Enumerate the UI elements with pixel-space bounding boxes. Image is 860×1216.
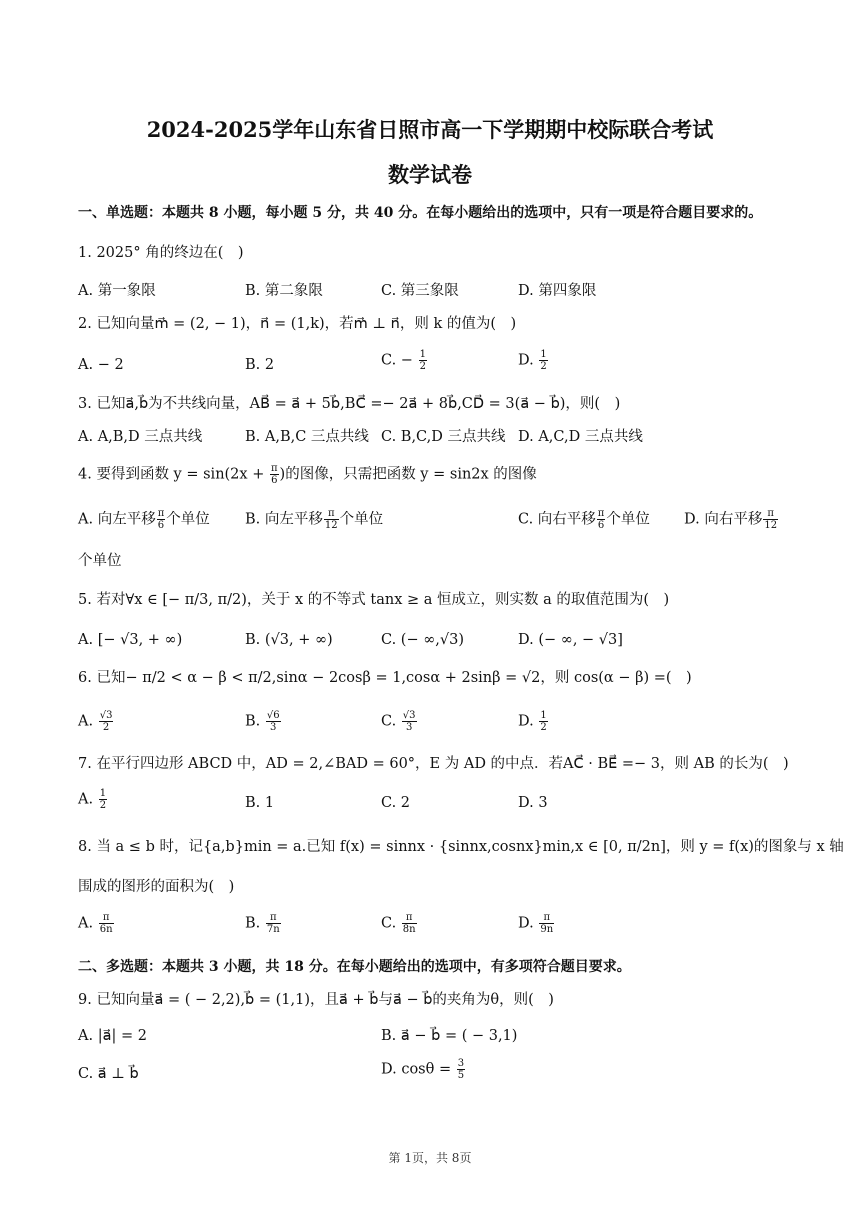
question-8-stem-continued: 围成的图形的面积为( ) bbox=[78, 879, 235, 895]
question-2-option-a: A. − 2 bbox=[78, 357, 124, 373]
question-7-stem: 7. 在平行四边形 ABCD 中，AD = 2,∠BAD = 60°，E 为 AD 的中点．若AC⃗ · BE⃗ =− 3，则 AB 的长为( ) bbox=[78, 756, 789, 772]
question-7-option-d: D. 3 bbox=[518, 795, 548, 811]
question-4-option-a: A. 向左平移 $\frac{\pi}{6}$ 个单位 bbox=[78, 508, 210, 531]
question-7-option-a: A. $\frac{1}{2}$ bbox=[78, 788, 107, 811]
question-2-option-d: D. $\frac{1}{2}$ bbox=[518, 349, 547, 372]
question-4-stem: 4. 要得到函数 y = sin(2x + $\frac{\pi}{6}$ )的图像，只需把函数 y = sin2x 的图像 bbox=[78, 463, 537, 486]
section-heading-single-choice: 一、单选题：本题共 8 小题，每小题 5 分，共 40 分。在每小题给出的选项中，只有一项是符合题目要求的。 bbox=[78, 205, 763, 221]
question-4-option-d: D. 向右平移 $\frac{\pi}{12}$ bbox=[684, 508, 778, 531]
question-7-option-b: B. 1 bbox=[245, 795, 275, 811]
question-8-option-a: A. $\frac{\pi}{6n}$ bbox=[78, 912, 113, 935]
question-1-option-b: B. 第二象限 bbox=[245, 283, 323, 299]
question-6-option-a: A. $\frac{√3}{2}$ bbox=[78, 710, 113, 733]
question-1-option-d: D. 第四象限 bbox=[518, 283, 597, 299]
page-title: 2024-2025学年山东省日照市高一下学期期中校际联合考试 bbox=[146, 117, 714, 142]
question-2-stem: 2. 已知向量m⃗ = (2, − 1)，n⃗ = (1,k)，若m⃗ ⊥ n⃗，则 k 的值为( ) bbox=[78, 316, 517, 332]
question-4-option-d-continued: 个单位 bbox=[78, 553, 122, 569]
question-2-option-c: C. − $\frac{1}{2}$ bbox=[381, 349, 426, 372]
question-5-option-a: A. [− √3, + ∞) bbox=[78, 632, 183, 648]
question-6-option-b: B. $\frac{√6}{3}$ bbox=[245, 710, 280, 733]
question-8-option-b: B. $\frac{\pi}{7n}$ bbox=[245, 912, 280, 935]
question-3-option-b: B. A,B,C 三点共线 bbox=[245, 429, 369, 445]
page-subtitle: 数学试卷 bbox=[388, 162, 472, 187]
question-9-stem: 9. 已知向量a⃗ = ( − 2,2),b⃗ = (1,1)，且a⃗ + b⃗与a⃗ − b⃗的夹角为θ，则( ) bbox=[78, 992, 554, 1008]
question-6-stem: 6. 已知− π/2 < α − β < π/2,sinα − 2cosβ = 1,cosα + 2sinβ = √2，则 cos(α − β) =( ) bbox=[78, 670, 692, 686]
question-8-stem: 8. 当 a ≤ b 时，记{a,b}min = a.已知 f(x) = sinnx · {sinnx,cosnx}min,x ∈ [0, π/2n]，则 y = f(x)的图象与 x 轴 bbox=[78, 839, 844, 855]
question-5-option-d: D. (− ∞, − √3] bbox=[518, 632, 623, 648]
question-1-option-c: C. 第三象限 bbox=[381, 283, 459, 299]
question-8-option-d: D. $\frac{\pi}{9n}$ bbox=[518, 912, 554, 935]
question-4-option-b: B. 向左平移 $\frac{\pi}{12}$ 个单位 bbox=[245, 508, 384, 531]
question-3-option-c: C. B,C,D 三点共线 bbox=[381, 429, 506, 445]
question-9-option-a: A. |a⃗| = 2 bbox=[78, 1028, 147, 1044]
question-3-stem: 3. 已知a⃗,b⃗为不共线向量，AB⃗ = a⃗ + 5b⃗,BC⃗ =− 2a⃗ + 8b⃗,CD⃗ = 3(a⃗ − b⃗)，则( ) bbox=[78, 396, 621, 412]
page-number: 第 1页，共 8页 bbox=[388, 1151, 472, 1165]
question-7-option-c: C. 2 bbox=[381, 795, 411, 811]
question-6-option-d: D. $\frac{1}{2}$ bbox=[518, 710, 547, 733]
question-4-option-c: C. 向右平移 $\frac{\pi}{6}$ 个单位 bbox=[518, 508, 650, 531]
question-5-option-c: C. (− ∞,√3) bbox=[381, 632, 465, 648]
question-9-option-c: C. a⃗ ⊥ b⃗ bbox=[78, 1066, 139, 1082]
section-heading-multiple-choice: 二、多选题：本题共 3 小题，共 18 分。在每小题给出的选项中，有多项符合题目要求。 bbox=[78, 959, 631, 975]
question-9-option-b: B. a⃗ − b⃗ = ( − 3,1) bbox=[381, 1028, 518, 1044]
question-3-option-a: A. A,B,D 三点共线 bbox=[78, 429, 203, 445]
question-2-option-b: B. 2 bbox=[245, 357, 275, 373]
question-6-option-c: C. $\frac{√3}{3}$ bbox=[381, 710, 416, 733]
question-5-option-b: B. (√3, + ∞) bbox=[245, 632, 333, 648]
question-8-option-c: C. $\frac{\pi}{8n}$ bbox=[381, 912, 416, 935]
question-5-stem: 5. 若对∀x ∈ [− π/3, π/2)，关于 x 的不等式 tanx ≥ a 恒成立，则实数 a 的取值范围为( ) bbox=[78, 592, 670, 608]
question-1-stem: 1. 2025° 角的终边在( ) bbox=[78, 245, 244, 261]
question-9-option-d: D. cosθ = $\frac{3}{5}$ bbox=[381, 1058, 465, 1081]
question-1-option-a: A. 第一象限 bbox=[78, 283, 156, 299]
question-3-option-d: D. A,C,D 三点共线 bbox=[518, 429, 643, 445]
